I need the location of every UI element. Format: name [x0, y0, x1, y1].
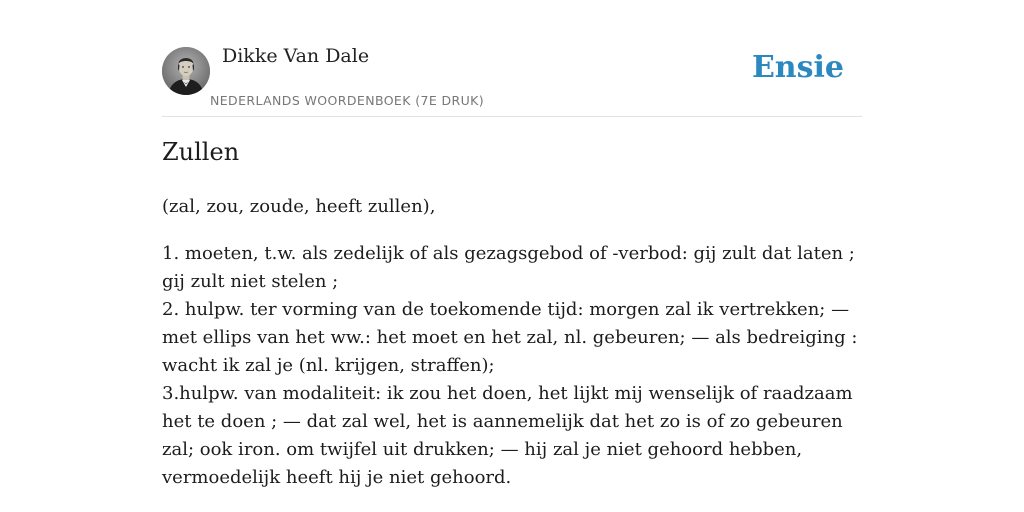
- entry-definitions: [162, 240, 862, 492]
- definition-item: 1. moeten, t.w. als zedelijk of als gezagsgebod of -verbod: gij zult dat laten ; gij zult niet stelen ;: [162, 243, 855, 292]
- entry-forms: (zal, zou, zoude, heeft zullen),: [162, 196, 436, 217]
- author-portrait-icon: [162, 47, 210, 95]
- dictionary-source[interactable]: NEDERLANDS WOORDENBOEK (7E DRUK): [210, 93, 485, 108]
- entry-term: Zullen: [162, 138, 240, 166]
- definition-item: 3.hulpw. van modaliteit: ik zou het doen, het lijkt mij wenselijk of raadzaam het te doen ; — dat zal wel, het is aannemelijk dat het zo is of zo gebeuren zal; ook iron. om twijfel uit drukken; — hij zal je niet gehoord hebben, vermoedelijk heeft hij je niet gehoord.: [162, 383, 853, 488]
- brand-logo[interactable]: Ensie: [751, 50, 844, 85]
- author-name[interactable]: Dikke Van Dale: [222, 45, 370, 67]
- author-avatar[interactable]: [162, 47, 210, 95]
- entry-card: [162, 0, 862, 512]
- definition-item: 2. hulpw. ter vorming van de toekomende tijd: morgen zal ik vertrekken; — met ellips van het ww.: het moet en het zal, nl. gebeuren; — als bedreiging : wacht ik zal je (nl. krijgen, straffen);: [162, 299, 858, 376]
- entry-header: [162, 0, 862, 117]
